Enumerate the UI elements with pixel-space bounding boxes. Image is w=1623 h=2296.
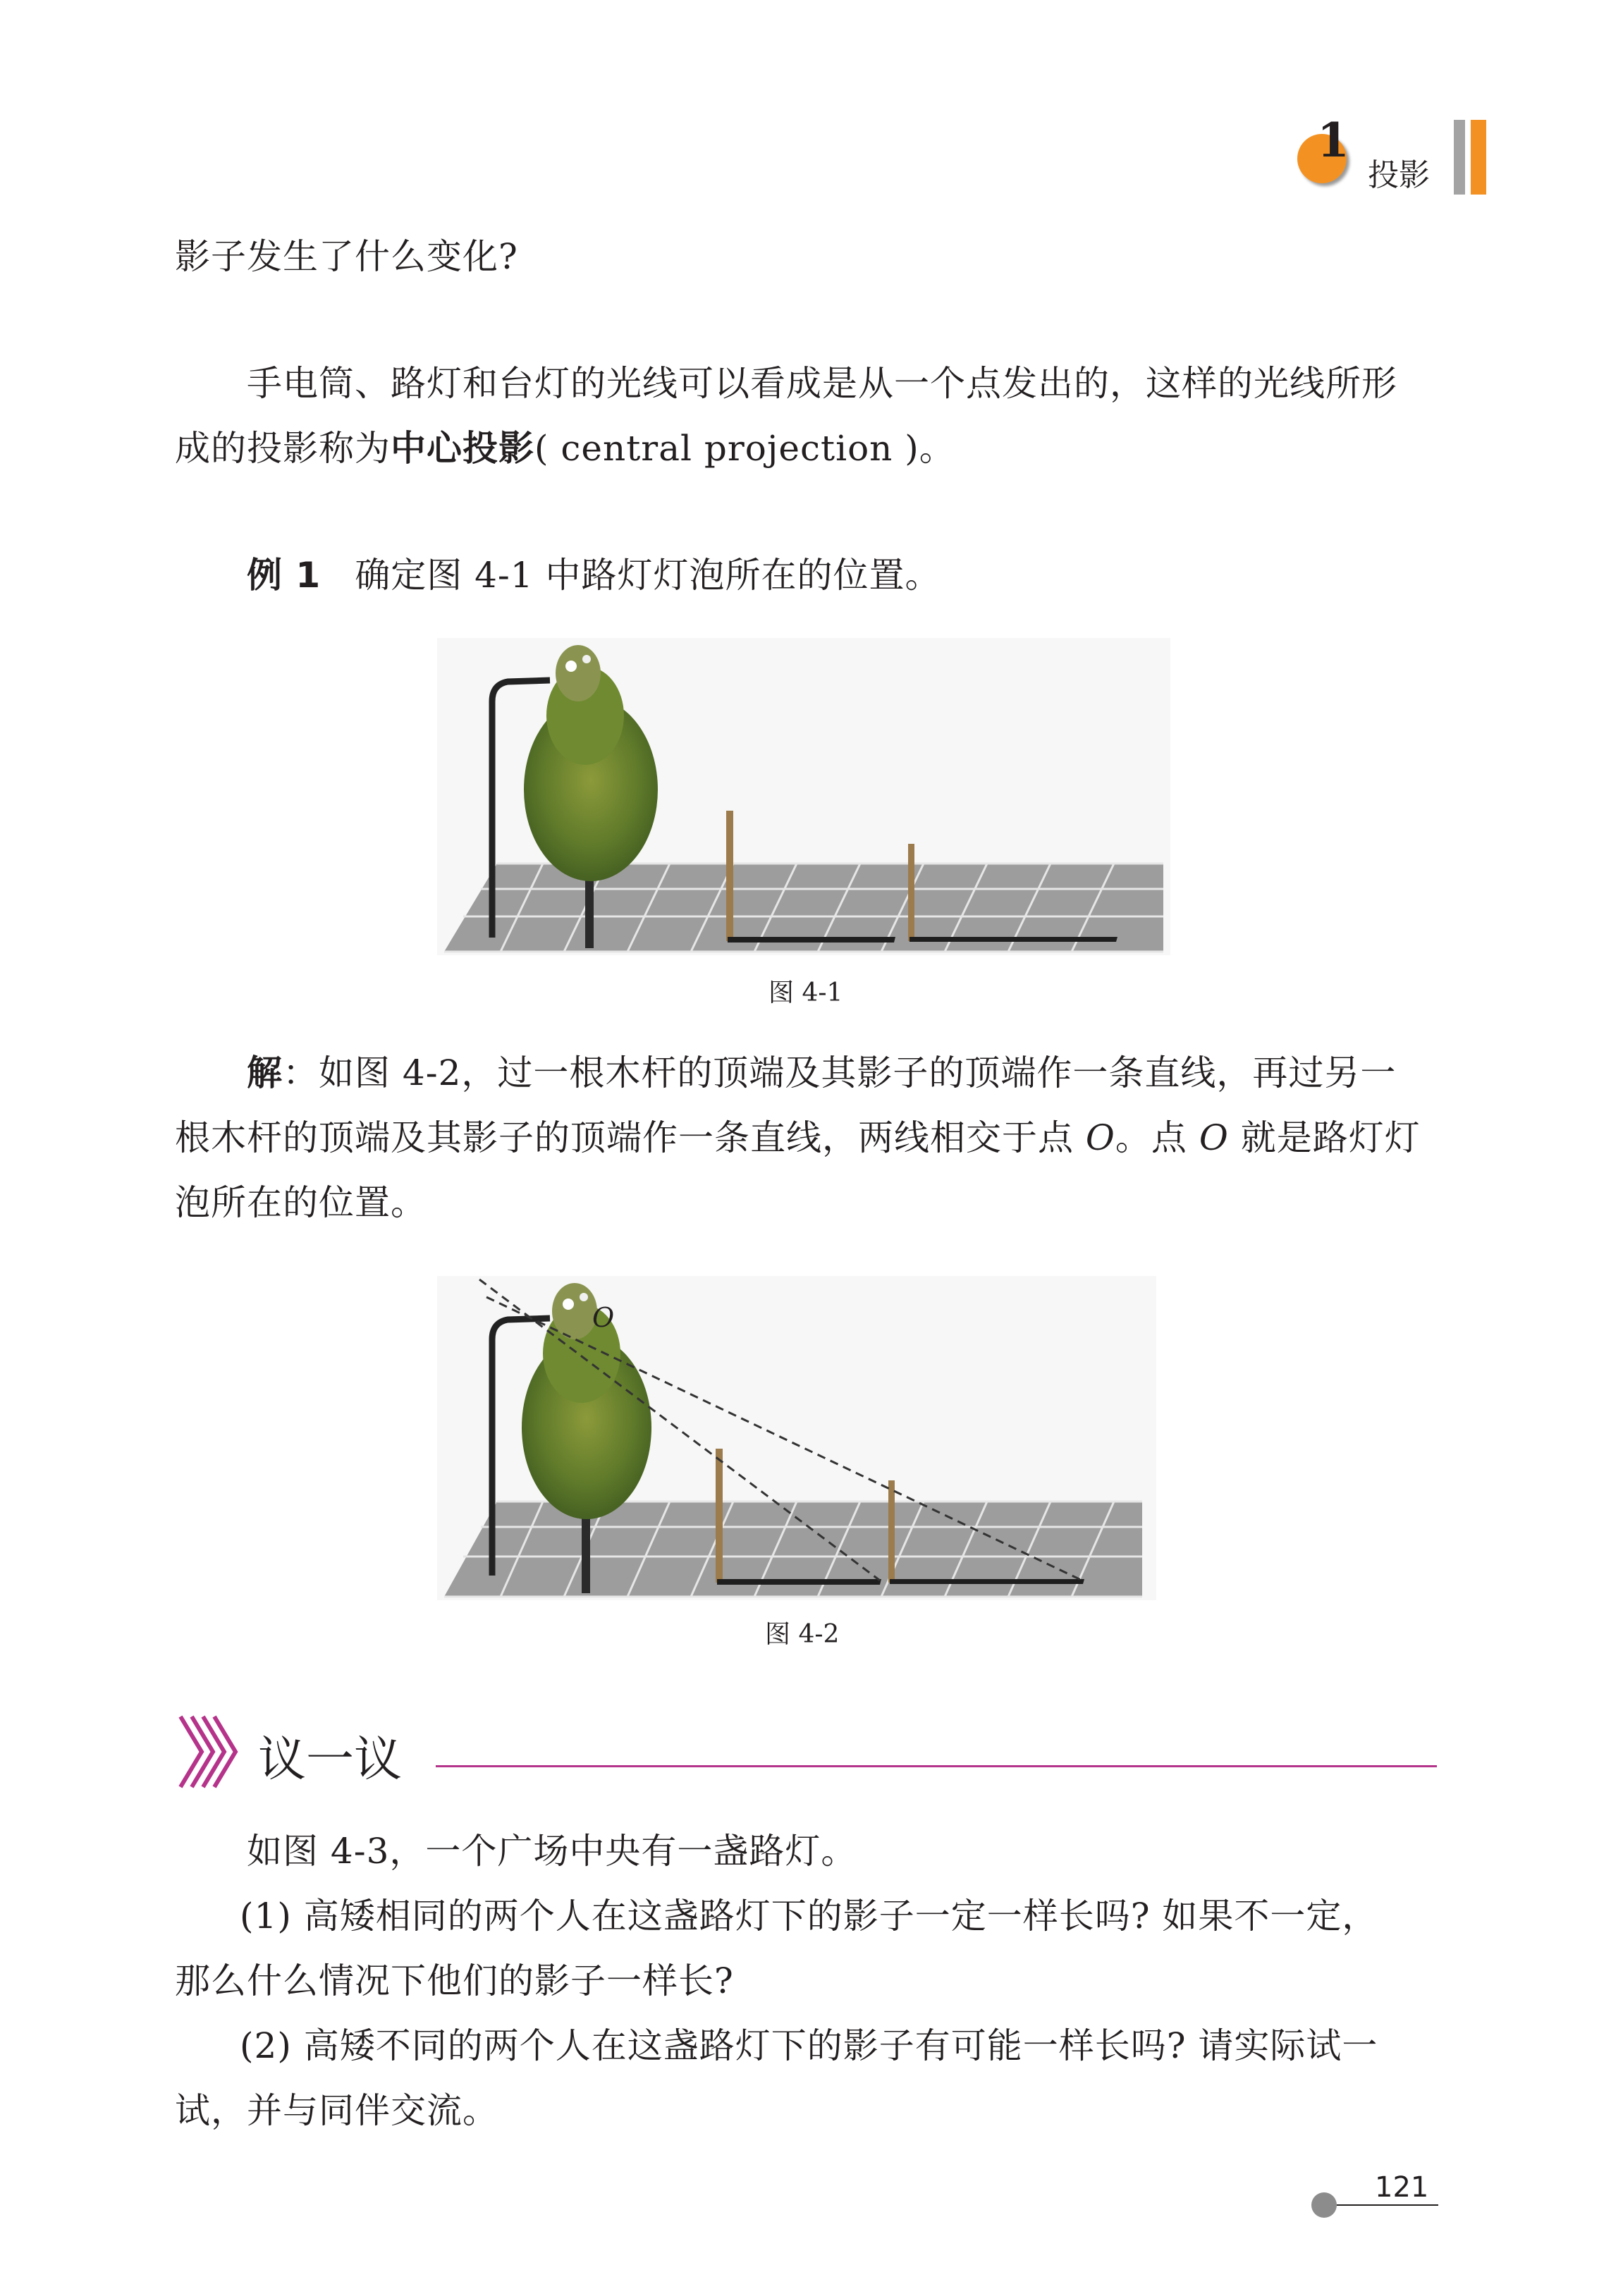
solution-line1 bbox=[247, 1040, 1396, 1105]
point-o-1: O bbox=[1085, 1117, 1115, 1158]
pole-1 bbox=[716, 1449, 723, 1583]
pole-2 bbox=[888, 1480, 895, 1583]
question-1-line1: (1) 高矮相同的两个人在这盏路灯下的影子一定一样长吗? 如果不一定， bbox=[240, 1896, 1378, 1936]
chapter-number: 1 bbox=[1317, 113, 1349, 168]
intro-line: 影子发生了什么变化? bbox=[175, 236, 518, 277]
page-footer bbox=[1311, 2171, 1438, 2228]
figure-4-2 bbox=[437, 1276, 1156, 1600]
figure-4-1 bbox=[437, 638, 1170, 955]
chapter-header bbox=[1297, 113, 1495, 197]
central-projection-prefix: 成的投影称为 bbox=[175, 428, 391, 469]
question-1-line2: 那么什么情况下他们的影子一样长? bbox=[175, 1960, 734, 2001]
solution-text-2c: 就是路灯灯 bbox=[1228, 1117, 1421, 1158]
discuss-intro: 如图 4-3，一个广场中央有一盏路灯。 bbox=[247, 1831, 857, 1872]
central-projection-line1: 手电筒、路灯和台灯的光线可以看成是从一个点发出的，这样的光线所形 bbox=[247, 363, 1397, 404]
header-gray-bar bbox=[1454, 120, 1465, 195]
central-projection-term-en: ( central projection )。 bbox=[534, 428, 955, 469]
question-2-line2: 试，并与同伴交流。 bbox=[175, 2090, 498, 2131]
pole-1 bbox=[726, 811, 733, 941]
point-o-label: O bbox=[592, 1302, 615, 1333]
solution-text-2b: 。点 bbox=[1115, 1117, 1199, 1158]
chapter-title: 投影 bbox=[1368, 157, 1430, 193]
pole-1-shadow bbox=[717, 1579, 881, 1585]
solution-line2 bbox=[175, 1105, 1421, 1170]
page-rule bbox=[1337, 2204, 1438, 2206]
chevrons-icon bbox=[175, 1713, 252, 1791]
example-text: 确定图 4-1 中路灯灯泡所在的位置。 bbox=[355, 555, 941, 596]
example-line bbox=[247, 543, 941, 608]
discuss-heading: 议一议 bbox=[258, 1732, 403, 1788]
pole-2-shadow bbox=[910, 937, 1117, 942]
solution-line3: 泡所在的位置。 bbox=[175, 1182, 427, 1223]
central-projection-line2 bbox=[175, 416, 955, 481]
page-dot bbox=[1311, 2192, 1337, 2218]
example-label: 例 1 bbox=[247, 555, 321, 596]
header-orange-bar bbox=[1471, 120, 1486, 195]
question-2-line1: (2) 高矮不同的两个人在这盏路灯下的影子有可能一样长吗? 请实际试一 bbox=[240, 2025, 1378, 2066]
discuss-rule bbox=[436, 1765, 1437, 1767]
discuss-heading-block bbox=[175, 1706, 1437, 1798]
solution-label: 解 bbox=[247, 1052, 283, 1093]
figure-4-2-caption: 图 4-2 bbox=[765, 1620, 840, 1649]
solution-text-1: ：如图 4-2，过一根木杆的顶端及其影子的顶端作一条直线，再过另一 bbox=[283, 1052, 1397, 1093]
pole-1-shadow bbox=[728, 937, 895, 943]
solution-text-2a: 根木杆的顶端及其影子的顶端作一条直线，两线相交于点 bbox=[175, 1117, 1086, 1158]
central-projection-term: 中心投影 bbox=[391, 428, 534, 469]
figure-4-1-caption: 图 4-1 bbox=[768, 978, 843, 1007]
page-number: 121 bbox=[1375, 2171, 1429, 2204]
pole-2-shadow bbox=[890, 1579, 1084, 1584]
pole-2 bbox=[908, 844, 914, 941]
point-o-2: O bbox=[1199, 1117, 1229, 1158]
